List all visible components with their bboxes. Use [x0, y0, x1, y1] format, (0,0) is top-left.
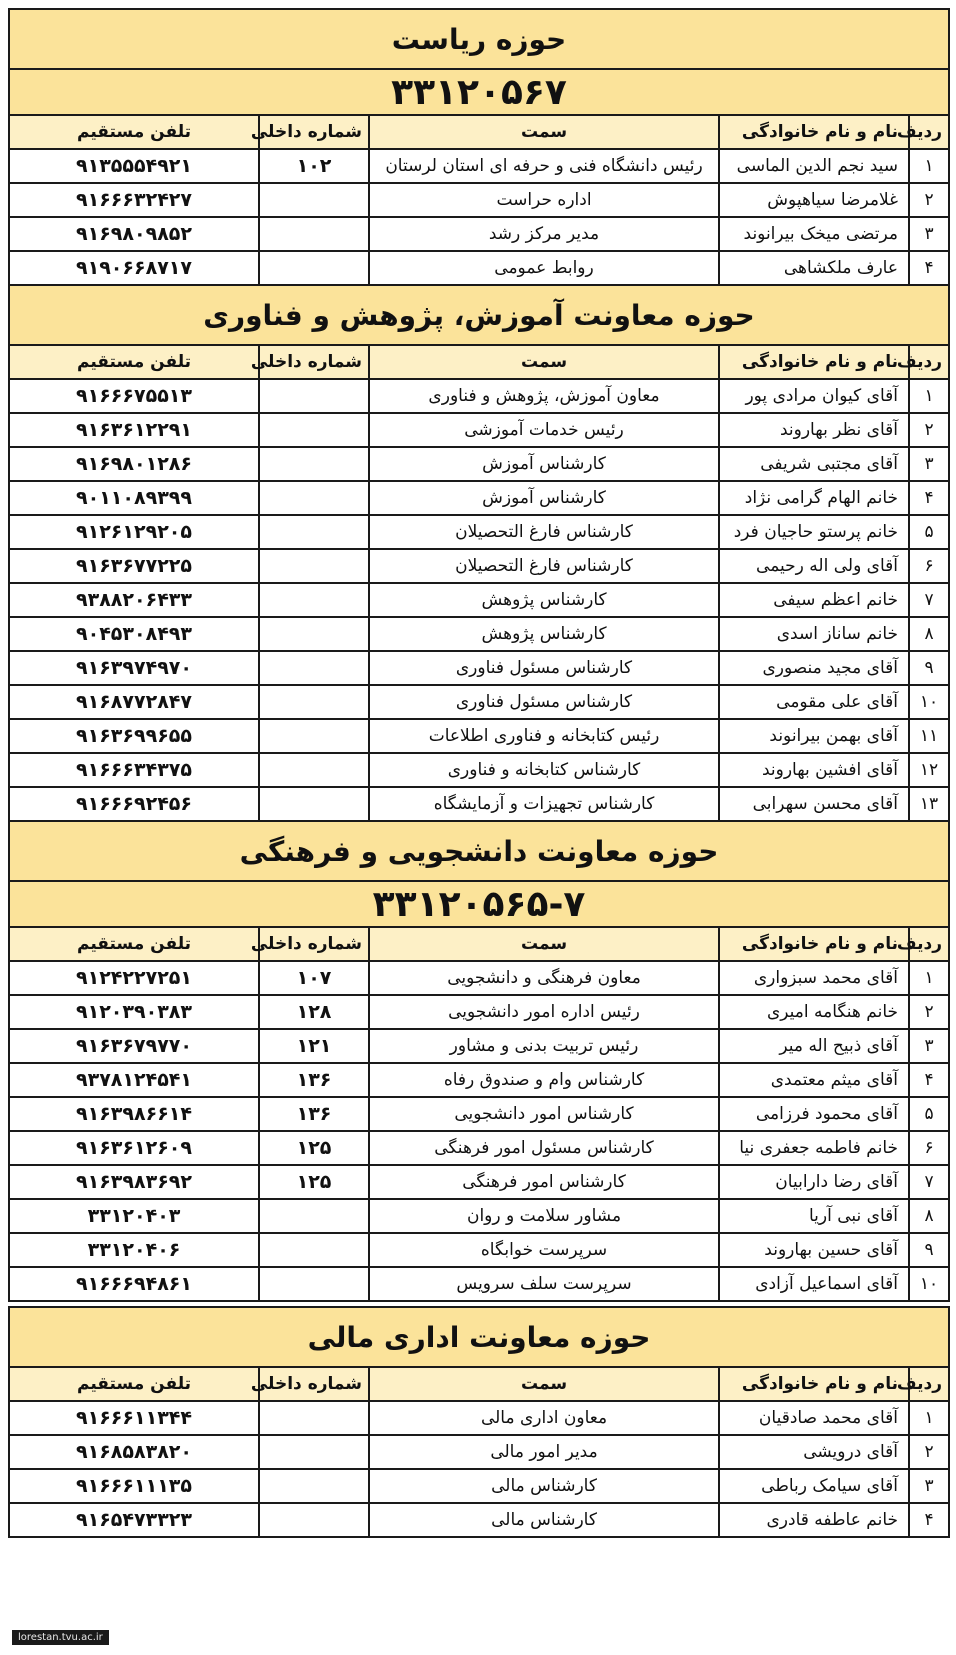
table-row [9, 1503, 949, 1537]
extension-number [259, 1435, 369, 1469]
header-row-no: ردیف [909, 115, 949, 149]
section-title-row [9, 1307, 949, 1367]
table-row [9, 651, 949, 685]
direct-phone-number: ۹۱۶۳۶۷۹۷۷۰ [9, 1029, 259, 1063]
person-name: مرتضی میخک بیرانوند [719, 217, 909, 251]
extension-number [259, 1267, 369, 1301]
person-position: کارشناس فارغ التحصیلان [369, 515, 719, 549]
person-position: معاون آموزش، پژوهش و فناوری [369, 379, 719, 413]
row-number: ۹ [909, 1233, 949, 1267]
extension-number [259, 251, 369, 285]
column-header-row [9, 927, 949, 961]
extension-number [259, 583, 369, 617]
header-extension: شماره داخلی [259, 115, 369, 149]
person-name: آقای نظر بهاروند [719, 413, 909, 447]
row-number: ۲ [909, 995, 949, 1029]
person-position: سرپرست سلف سرویس [369, 1267, 719, 1301]
row-number: ۸ [909, 1199, 949, 1233]
table-row [9, 1233, 949, 1267]
direct-phone-number: ۹۱۶۹۸۰۹۸۵۲ [9, 217, 259, 251]
person-name: سید نجم الدین الماسی [719, 149, 909, 183]
row-number: ۱ [909, 379, 949, 413]
direct-phone-number: ۹۱۶۶۶۹۴۸۶۱ [9, 1267, 259, 1301]
person-name: عارف ملکشاهی [719, 251, 909, 285]
person-name: آقای ولی اله رحیمی [719, 549, 909, 583]
extension-number [259, 787, 369, 821]
direct-phone-number: ۹۱۳۵۵۵۴۹۲۱ [9, 149, 259, 183]
direct-phone-number: ۹۱۹۰۶۶۸۷۱۷ [9, 251, 259, 285]
header-row-no: ردیف [909, 345, 949, 379]
person-name: آقای محسن سهرابی [719, 787, 909, 821]
extension-number [259, 481, 369, 515]
table-row [9, 1267, 949, 1301]
extension-number: ۱۲۵ [259, 1165, 369, 1199]
extension-number [259, 1199, 369, 1233]
extension-number [259, 719, 369, 753]
direct-phone-number: ۹۱۶۶۶۱۱۳۴۴ [9, 1401, 259, 1435]
row-number: ۶ [909, 1131, 949, 1165]
row-number: ۳ [909, 1029, 949, 1063]
extension-number [259, 413, 369, 447]
column-header-row [9, 1367, 949, 1401]
header-extension: شماره داخلی [259, 345, 369, 379]
site-watermark: lorestan.tvu.ac.ir [12, 1630, 109, 1645]
direct-phone-number: ۹۰۴۵۳۰۸۴۹۳ [9, 617, 259, 651]
table-row [9, 1131, 949, 1165]
table-row [9, 379, 949, 413]
direct-phone-number: ۹۱۶۸۷۷۲۸۴۷ [9, 685, 259, 719]
row-number: ۱ [909, 961, 949, 995]
person-name: آقای محمد سبزواری [719, 961, 909, 995]
table-row [9, 719, 949, 753]
section-title: حوزه معاونت اداری مالی [9, 1307, 949, 1367]
person-name: آقای بهمن بیرانوند [719, 719, 909, 753]
person-position: کارشناس آموزش [369, 481, 719, 515]
row-number: ۳ [909, 1469, 949, 1503]
table-row [9, 1097, 949, 1131]
table-row [9, 961, 949, 995]
person-position: کارشناس مالی [369, 1469, 719, 1503]
person-position: اداره حراست [369, 183, 719, 217]
person-name: آقای میثم معتمدی [719, 1063, 909, 1097]
phone-directory [8, 8, 948, 1538]
person-name: آقای علی مقومی [719, 685, 909, 719]
person-name: آقای محمود فرزامی [719, 1097, 909, 1131]
extension-number [259, 549, 369, 583]
direct-phone-number: ۳۳۱۲۰۴۰۶ [9, 1233, 259, 1267]
direct-phone-number: ۹۱۲۰۳۹۰۳۸۳ [9, 995, 259, 1029]
row-number: ۹ [909, 651, 949, 685]
person-name: آقای کیوان مرادی پور [719, 379, 909, 413]
person-position: کارشناس مسئول فناوری [369, 685, 719, 719]
row-number: ۵ [909, 515, 949, 549]
extension-number [259, 1401, 369, 1435]
row-number: ۱ [909, 1401, 949, 1435]
header-name: نام و نام خانوادگی [719, 1367, 909, 1401]
row-number: ۱۰ [909, 685, 949, 719]
row-number: ۱۲ [909, 753, 949, 787]
table-row [9, 217, 949, 251]
person-name: غلامرضا سیاهپوش [719, 183, 909, 217]
person-position: رئیس کتابخانه و فناوری اطلاعات [369, 719, 719, 753]
row-number: ۳ [909, 217, 949, 251]
table-row [9, 1401, 949, 1435]
person-name: آقای افشین بهاروند [719, 753, 909, 787]
header-direct-phone: تلفن مستقیم [9, 115, 259, 149]
extension-number: ۱۲۱ [259, 1029, 369, 1063]
extension-number [259, 447, 369, 481]
direct-phone-number: ۹۱۶۸۵۸۳۸۲۰ [9, 1435, 259, 1469]
table-row [9, 787, 949, 821]
person-name: خانم عاطفه قادری [719, 1503, 909, 1537]
person-name: آقای اسماعیل آزادی [719, 1267, 909, 1301]
extension-number [259, 651, 369, 685]
person-position: کارشناس کتابخانه و فناوری [369, 753, 719, 787]
row-number: ۷ [909, 1165, 949, 1199]
extension-number [259, 1469, 369, 1503]
header-name: نام و نام خانوادگی [719, 115, 909, 149]
extension-number [259, 617, 369, 651]
extension-number [259, 1233, 369, 1267]
person-name: آقای مجید منصوری [719, 651, 909, 685]
row-number: ۲ [909, 183, 949, 217]
header-row-no: ردیف [909, 1367, 949, 1401]
person-position: مدیر امور مالی [369, 1435, 719, 1469]
extension-number [259, 379, 369, 413]
person-position: کارشناس مالی [369, 1503, 719, 1537]
person-name: آقای رضا دارابیان [719, 1165, 909, 1199]
extension-number: ۱۳۶ [259, 1097, 369, 1131]
row-number: ۴ [909, 481, 949, 515]
section-title-row [9, 9, 949, 69]
section-title-row [9, 285, 949, 345]
person-position: کارشناس فارغ التحصیلان [369, 549, 719, 583]
section-phone: ۳۳۱۲۰۵۶۷ [9, 69, 949, 115]
direct-phone-number: ۳۳۱۲۰۴۰۳ [9, 1199, 259, 1233]
header-extension: شماره داخلی [259, 927, 369, 961]
extension-number [259, 685, 369, 719]
header-direct-phone: تلفن مستقیم [9, 927, 259, 961]
table-row [9, 1435, 949, 1469]
directory-table [8, 8, 950, 1538]
person-name: خانم فاطمه جعفری نیا [719, 1131, 909, 1165]
header-direct-phone: تلفن مستقیم [9, 345, 259, 379]
direct-phone-number: ۹۱۶۶۶۳۲۴۲۷ [9, 183, 259, 217]
person-position: کارشناس مسئول امور فرهنگی [369, 1131, 719, 1165]
row-number: ۱ [909, 149, 949, 183]
header-extension: شماره داخلی [259, 1367, 369, 1401]
direct-phone-number: ۹۱۶۳۹۷۴۹۷۰ [9, 651, 259, 685]
extension-number: ۱۰۲ [259, 149, 369, 183]
header-position: سمت [369, 115, 719, 149]
person-position: کارشناس پژوهش [369, 617, 719, 651]
table-row [9, 1165, 949, 1199]
row-number: ۷ [909, 583, 949, 617]
extension-number: ۱۳۶ [259, 1063, 369, 1097]
header-name: نام و نام خانوادگی [719, 927, 909, 961]
direct-phone-number: ۹۱۶۶۶۱۱۱۳۵ [9, 1469, 259, 1503]
person-position: مدیر مرکز رشد [369, 217, 719, 251]
person-name: خانم اعظم سیفی [719, 583, 909, 617]
person-position: سرپرست خوابگاه [369, 1233, 719, 1267]
table-row [9, 1469, 949, 1503]
row-number: ۱۱ [909, 719, 949, 753]
table-row [9, 1029, 949, 1063]
direct-phone-number: ۹۱۶۳۶۹۹۶۵۵ [9, 719, 259, 753]
extension-number: ۱۲۵ [259, 1131, 369, 1165]
column-header-row [9, 115, 949, 149]
table-row [9, 995, 949, 1029]
direct-phone-number: ۹۱۶۳۶۱۲۶۰۹ [9, 1131, 259, 1165]
person-position: کارشناس امور فرهنگی [369, 1165, 719, 1199]
direct-phone-number: ۹۳۸۸۲۰۶۴۳۳ [9, 583, 259, 617]
row-number: ۲ [909, 1435, 949, 1469]
person-position: کارشناس مسئول فناوری [369, 651, 719, 685]
header-name: نام و نام خانوادگی [719, 345, 909, 379]
section-phone: ۳۳۱۲۰۵۶۵-۷ [9, 881, 949, 927]
extension-number [259, 515, 369, 549]
header-position: سمت [369, 345, 719, 379]
person-name: آقای سیامک رباطی [719, 1469, 909, 1503]
direct-phone-number: ۹۱۲۶۱۲۹۲۰۵ [9, 515, 259, 549]
person-position: کارشناس تجهیزات و آزمایشگاه [369, 787, 719, 821]
table-row [9, 515, 949, 549]
direct-phone-number: ۹۱۶۳۶۷۷۲۲۵ [9, 549, 259, 583]
row-number: ۲ [909, 413, 949, 447]
row-number: ۵ [909, 1097, 949, 1131]
extension-number: ۱۲۸ [259, 995, 369, 1029]
extension-number [259, 183, 369, 217]
person-position: رئیس تربیت بدنی و مشاور [369, 1029, 719, 1063]
person-position: کارشناس وام و صندوق رفاه [369, 1063, 719, 1097]
table-row [9, 447, 949, 481]
direct-phone-number: ۹۳۷۸۱۲۴۵۴۱ [9, 1063, 259, 1097]
person-position: کارشناس پژوهش [369, 583, 719, 617]
section-title-row [9, 821, 949, 881]
row-number: ۳ [909, 447, 949, 481]
header-direct-phone: تلفن مستقیم [9, 1367, 259, 1401]
column-header-row [9, 345, 949, 379]
extension-number [259, 753, 369, 787]
extension-number: ۱۰۷ [259, 961, 369, 995]
row-number: ۱۰ [909, 1267, 949, 1301]
table-row [9, 685, 949, 719]
person-position: مشاور سلامت و روان [369, 1199, 719, 1233]
person-name: خانم پرستو حاجیان فرد [719, 515, 909, 549]
person-name: آقای درویشی [719, 1435, 909, 1469]
header-position: سمت [369, 1367, 719, 1401]
table-row [9, 1199, 949, 1233]
person-position: رئیس اداره امور دانشجویی [369, 995, 719, 1029]
row-number: ۴ [909, 1503, 949, 1537]
section-title: حوزه ریاست [9, 9, 949, 69]
person-name: آقای ذبیح اله میر [719, 1029, 909, 1063]
extension-number [259, 217, 369, 251]
table-row [9, 251, 949, 285]
person-name: آقای نبی آریا [719, 1199, 909, 1233]
table-row [9, 753, 949, 787]
direct-phone-number: ۹۱۶۶۶۹۲۴۵۶ [9, 787, 259, 821]
direct-phone-number: ۹۱۶۳۹۸۶۶۱۴ [9, 1097, 259, 1131]
section-phone-row [9, 69, 949, 115]
person-name: آقای محمد صادقیان [719, 1401, 909, 1435]
person-position: کارشناس امور دانشجویی [369, 1097, 719, 1131]
table-row [9, 617, 949, 651]
table-row [9, 149, 949, 183]
table-row [9, 413, 949, 447]
header-position: سمت [369, 927, 719, 961]
person-position: کارشناس آموزش [369, 447, 719, 481]
section-title: حوزه معاونت دانشجویی و فرهنگی [9, 821, 949, 881]
person-name: خانم هنگامه امیری [719, 995, 909, 1029]
section-phone-row [9, 881, 949, 927]
direct-phone-number: ۹۱۶۳۶۱۲۲۹۱ [9, 413, 259, 447]
person-name: آقای حسین بهاروند [719, 1233, 909, 1267]
section-title: حوزه معاونت آموزش، پژوهش و فناوری [9, 285, 949, 345]
person-position: رئیس خدمات آموزشی [369, 413, 719, 447]
row-number: ۸ [909, 617, 949, 651]
person-name: آقای مجتبی شریفی [719, 447, 909, 481]
table-row [9, 183, 949, 217]
direct-phone-number: ۹۱۲۴۲۲۷۲۵۱ [9, 961, 259, 995]
row-number: ۶ [909, 549, 949, 583]
person-position: معاون فرهنگی و دانشجویی [369, 961, 719, 995]
row-number: ۴ [909, 1063, 949, 1097]
table-row [9, 481, 949, 515]
table-row [9, 1063, 949, 1097]
table-row [9, 549, 949, 583]
person-name: خانم الهام گرامی نژاد [719, 481, 909, 515]
direct-phone-number: ۹۰۱۱۰۸۹۳۹۹ [9, 481, 259, 515]
direct-phone-number: ۹۱۶۶۶۳۴۳۷۵ [9, 753, 259, 787]
row-number: ۴ [909, 251, 949, 285]
direct-phone-number: ۹۱۶۶۶۷۵۵۱۳ [9, 379, 259, 413]
direct-phone-number: ۹۱۶۵۴۷۳۳۲۳ [9, 1503, 259, 1537]
header-row-no: ردیف [909, 927, 949, 961]
person-position: رئیس دانشگاه فنی و حرفه ای استان لرستان [369, 149, 719, 183]
row-number: ۱۳ [909, 787, 949, 821]
table-row [9, 583, 949, 617]
person-position: معاون اداری مالی [369, 1401, 719, 1435]
extension-number [259, 1503, 369, 1537]
person-position: روابط عمومی [369, 251, 719, 285]
direct-phone-number: ۹۱۶۹۸۰۱۲۸۶ [9, 447, 259, 481]
person-name: خانم ساناز اسدی [719, 617, 909, 651]
direct-phone-number: ۹۱۶۳۹۸۳۶۹۲ [9, 1165, 259, 1199]
